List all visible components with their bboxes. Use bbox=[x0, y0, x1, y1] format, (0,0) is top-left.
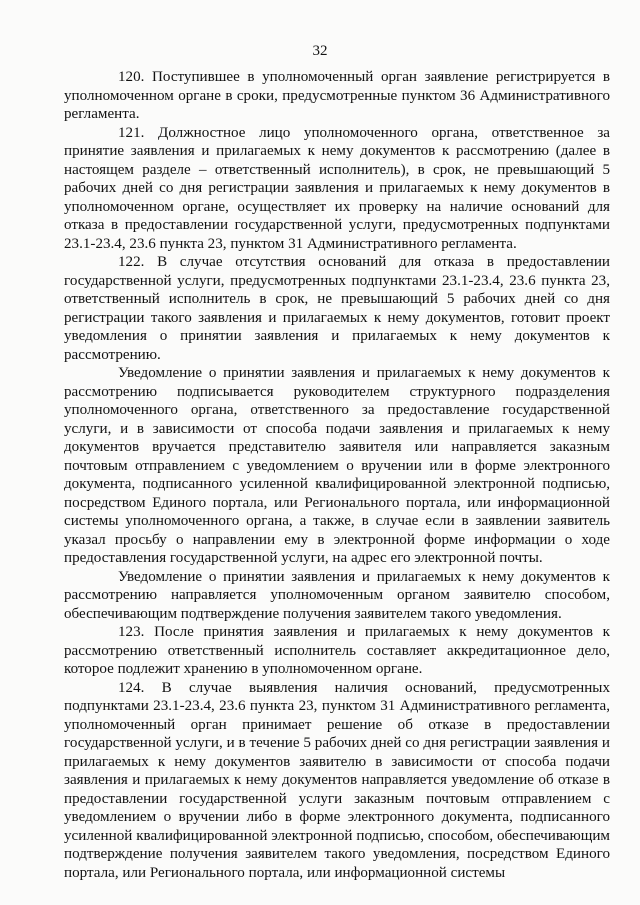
paragraph-122: 122. В случае отсутствия оснований для отказа в предоставлении государственной услуги, предусмотренных подпунктами 23.1-23.4, 23.6 пункта 23, ответственный исполнитель в срок, не превышающий 5 рабочих дней со дня регистрации такого заявления и прилагаемых к нему документов, готовит проект уведомления о принятии заявления и прилагаемых к нему документов к рассмотрению. bbox=[64, 254, 610, 363]
paragraph-121: 121. Должностное лицо уполномоченного органа, ответственное за принятие заявления и прилагаемых к нему документов к рассмотрению (далее в настоящем разделе – ответственный исполнитель), в срок, не превышающий 5 рабочих дней со дня регистрации заявления и прилагаемых к нему документов в уполномоченном органе, осуществляет их проверку на наличие оснований для отказа в предоставлении государственной услуги, предусмотренных подпунктами 23.1-23.4, 23.6 пункта 23, пунктом 31 Административного регламента. bbox=[64, 124, 610, 252]
paragraph-124: 124. В случае выявления наличия оснований, предусмотренных подпунктами 23.1-23.4, 23.6 пункта 23, пунктом 31 Административного регламента, уполномоченный орган принимает решение об отказе в предоставлении государственной услуги, и в течение 5 рабочих дней со дня регистрации заявления и прилагаемых к нему документов заявителю в зависимости от способа подачи заявления и прилагаемых к нему документов направляется уведомление об отказе в предоставлении государственной услуги заказным почтовым отправлением с уведомлением о вручении либо в форме электронного документа, подписанного усиленной квалифицированной электронной подписью, способом, обеспечивающим подтверждение получения заявителем такого уведомления, посредством Единого портала, или Регионального портала, или информационной системы bbox=[64, 679, 610, 881]
paragraph-120: 120. Поступившее в уполномоченный орган заявление регистрируется в уполномоченном органе в сроки, предусмотренные пунктом 36 Административного регламента. bbox=[64, 69, 610, 122]
document-body bbox=[64, 68, 610, 882]
paragraph-notification-sending: Уведомление о принятии заявления и прилагаемых к нему документов к рассмотрению направляется уполномоченным органом заявителю способом, обеспечивающим подтверждение получения заявителем такого уведомления. bbox=[64, 568, 610, 622]
paragraph-notification-signing: Уведомление о принятии заявления и прилагаемых к нему документов к рассмотрению подписывается руководителем структурного подразделения уполномоченного органа, ответственного за предоставление государственной услуги, и в зависимости от способа подачи заявления и прилагаемых к нему документов вручается представителю заявителя или направляется заказным почтовым отправлением с уведомлением о вручении или в форме электронного документа, подписанного усиленной квалифицированной электронной подписью, посредством Единого портала, или Регионального портала, или информационной системы уполномоченного органа, а также, в случае если в заявлении заявитель указал просьбу о направлении ему в электронной форме информации о ходе предоставления государственной услуги, на адрес его электронной почты. bbox=[64, 365, 610, 566]
paragraph-123: 123. После принятия заявления и прилагаемых к нему документов к рассмотрению ответственный исполнитель составляет аккредитационное дело, которое подлежит хранению в уполномоченном органе. bbox=[64, 624, 610, 677]
page-number: 32 bbox=[312, 43, 328, 59]
